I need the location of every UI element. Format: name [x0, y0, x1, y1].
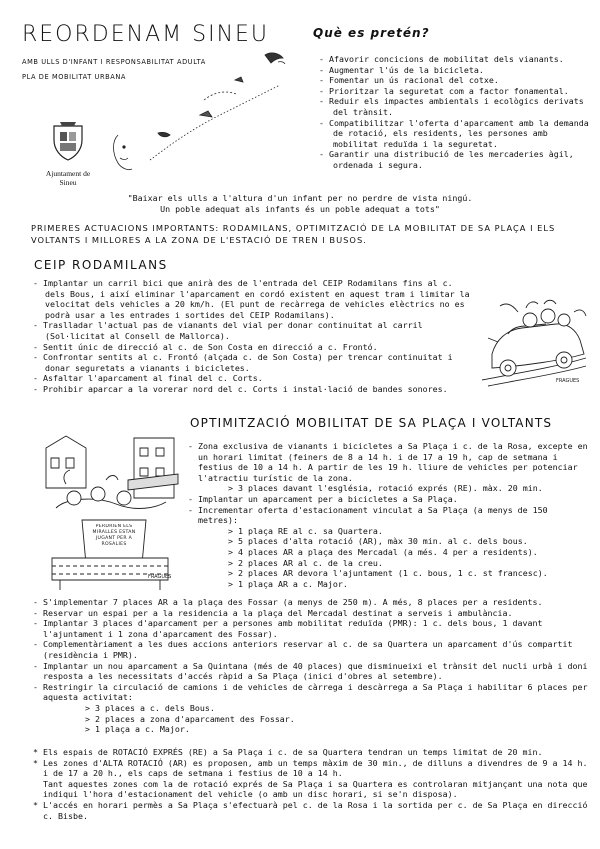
list-item: - Asfaltar l'aparcament al final del c. Corts.	[33, 373, 263, 384]
list-item: - S'implementar 7 places AR a la plaça des Fossar (a menys de 250 m). A més, 8 places per a residents.	[33, 597, 543, 607]
subtitle-line-1: AMB ULLS D'INFANT I RESPONSABILITAT ADULTA	[22, 58, 206, 66]
main-heading: PRIMERES ACTUACIONS IMPORTANTS: RODAMILANS, OPTIMITZACIÓ DE LA MOBILITAT DE SA PLAÇA I ELS VOLTANTS I MILLORES A LA ZONA DE L'ESTACIÓ DE TREN I BUSOS.	[31, 223, 556, 245]
optim-top-list	[188, 441, 588, 589]
list-item: - Traslladar l'actual pas de vianants del vial per donar continuitat al carril (Sol·licitat al Consell de Mallorca).	[33, 320, 423, 341]
optim-bottom-list	[33, 597, 593, 735]
list-subitem: > 2 places a zona d'aparcament des Fossar.	[85, 713, 295, 724]
list-item: - Reduir els impactes ambientals i ecològics derivats del trànsit.	[319, 96, 584, 117]
notes-list	[33, 747, 593, 821]
list-item: - Implantar un nou aparcament a Sa Quintana (més de 40 places) que disminueixi el trànsit del nucli urbà i doni resposta a les necessitats d'accés ràpid a Sa Plaça (inici d'obres al setembre).	[33, 660, 588, 682]
cartoon-signature: FRAGUES	[148, 574, 172, 580]
quote	[0, 193, 600, 214]
ceip-actions-list	[33, 278, 473, 395]
list-item: - Implantar un aparcament per a bicicletes a Sa Plaça.	[188, 493, 458, 504]
list-item: - Complementàriament a les dues accions anteriors reservar al c. de sa Quartera un aparcament d'ús compartit (residència i PMR).	[33, 639, 573, 660]
quote-line-1: "Baixar els ulls a l'altura d'un infant per no perdre de vista ningú.	[127, 193, 473, 203]
list-item: - Prohibir aparcar a la vorerar nord del c. Corts i instal·lació de bandes sonores.	[33, 383, 448, 394]
list-item: - Afavorir concicions de mobilitat dels vianants.	[319, 54, 564, 64]
list-subitem: > 3 places a c. dels Bous.	[85, 702, 215, 713]
list-item: - Incrementar oferta d'estacionament vinculat a Sa Plaça (a menys de 150 metres):	[188, 504, 548, 526]
list-item: - Restringir la circulació de camions i de vehicles de càrrega i descàrrega a Sa Plaça i habilitar 6 places per aquesta activitat:	[33, 681, 588, 703]
list-subitem: > 2 places AR al c. de la creu.	[228, 557, 383, 568]
list-subitem: > 1 plaça RE al c. sa Quartera.	[228, 525, 383, 536]
page-title: REORDENAM SINEU	[22, 22, 270, 47]
note-item: * L'accés en horari permès a Sa Plaça s'efectuarà pel c. de la Rosa i la sortida per c. de Sa Plaça en direcció c. Bisbe.	[33, 799, 588, 821]
note-item: * Les zones d'ALTA ROTACIÓ (AR) es proposen, amb un temps màxim de 30 min., de dilluns a divendres de 9 a 14 h. i de 17 a 20 h., els caps de setmana i festius de 10 a 14 h.	[33, 757, 588, 779]
list-item: - Augmentar l'ús de la bicicleta.	[319, 64, 484, 75]
goals-title: Què es pretén?	[313, 26, 430, 40]
list-item: - Implantar 3 places d'aparcament per a persones amb mobilitat reduïda (PMR): 1 c. dels bous, 1 davant l'ajuntament i 1 zona d'aparcament des Fossar).	[33, 618, 543, 639]
list-subitem: > 1 plaça a c. Major.	[85, 724, 190, 735]
list-item: - Compatibilitzar l'oferta d'aparcament amb la demanda de rotació, els residents, les persones amb mobilitat reduïda i la seguretat.	[319, 117, 589, 149]
list-item: - Implantar un carril bici que anirà des de l'entrada del CEIP Rodamilans fins al c. dels Bous, i així eliminar l'aparcament en cordó existent en aquest tram i limitar la velocitat dels vehicles a 20 km/h. (El punt de recàrrega de vehicles elèctrics no es podrà usar a les entrades i sortides del CEIP Rodamilans).	[33, 278, 470, 320]
list-item: - Prioritzar la seguretat com a factor fonamental.	[319, 85, 569, 96]
list-item: - Zona exclusiva de vianants i bicicletes a Sa Plaça i c. de la Rosa, excepte en un horari limitat (feiners de 8 a 14 h. i de 17 a 19 h, cap de setmana i festius de 10 a 14 h. A partir de les 19 h. lliure de vehicles per potenciar l'atractiu turístic de la zona.	[188, 441, 588, 483]
cartoon-children-banner-illustration	[36, 428, 184, 593]
cartoon-car-children-illustration	[478, 282, 590, 392]
list-subitem: > 2 places AR devora l'ajuntament (1 c. bous, 1 c. st francesc).	[228, 568, 548, 579]
list-subitem: > 5 places d'alta rotació (AR), màx 30 min. al c. dels bous.	[228, 536, 528, 547]
municipality-logo	[38, 120, 98, 187]
coat-of-arms-icon	[48, 120, 88, 162]
quote-line-2: Un poble adequat als infants és un poble adequat a tots"	[160, 203, 440, 214]
list-item: - Confrontar sentits al c. Frontó (alçada c. de Son Costa) per trencar continuitat i donar seguretats a vianants i bicicletes.	[33, 352, 453, 373]
ceip-heading: CEIP RODAMILANS	[34, 258, 168, 272]
list-item: - Reservar un espai per a la residencia a la plaça del Mercadal destinat a serveis i ambulància.	[33, 607, 513, 618]
list-item: - Fomentar un ús racional del cotxe.	[319, 75, 499, 86]
subtitle-line-2: PLA DE MOBILITAT URBANA	[22, 73, 127, 81]
header-sketch-illustration	[110, 40, 310, 180]
list-item: - Sentit únic de direcció al c. de Son Costa en direcció a c. Frontó.	[33, 341, 378, 352]
list-item: - Garantir una distribució de les mercaderies àgil, ordenada i segura.	[319, 149, 574, 170]
optim-heading: OPTIMITZACIÓ MOBILITAT DE SA PLAÇA I VOLTANTS	[190, 416, 553, 430]
note-item: * Els espais de ROTACIÓ EXPRÉS (RE) a Sa Plaça i c. de sa Quartera tendran un temps limitat de 20 min.	[33, 747, 543, 757]
goals-list	[313, 54, 593, 171]
note-item: Tant aquestes zones com la de rotació exprés de Sa Plaça i sa Quartera es controlaran mitjançant una nota que indiqui l'hora d'estacionament del vehicle (o amb un disc horari, si se'n disposa).	[43, 778, 588, 800]
cartoon-banner-text: PERDRIEN ELS MIRALLES ESTAN JUGANT PER A ROSALIES	[92, 524, 136, 547]
logo-caption: Ajuntament de Sineu	[45, 169, 91, 187]
list-subitem: > 3 places davant l'església, rotació exprés (RE). màx. 20 min.	[228, 483, 543, 494]
list-subitem: > 1 plaça AR a c. Major.	[228, 578, 348, 589]
cartoon-signature: FRAGUES	[556, 378, 580, 384]
list-subitem: > 4 places AR a plaça des Mercadal (a més. 4 per a residents).	[228, 546, 538, 557]
